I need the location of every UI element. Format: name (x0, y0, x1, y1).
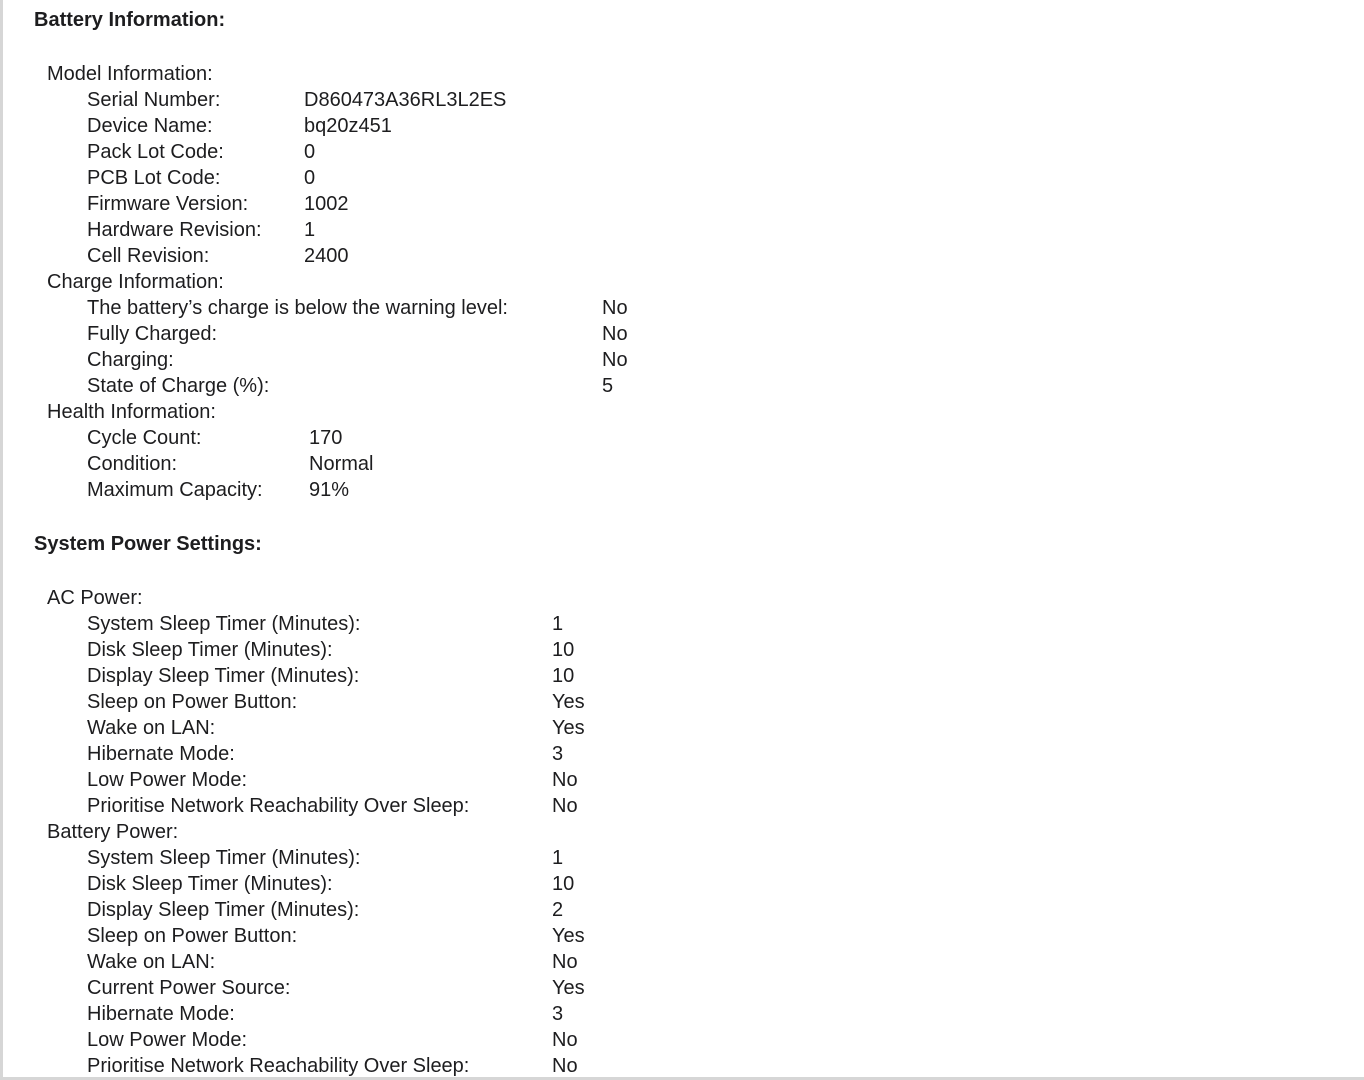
battery-information-heading: Battery Information: (34, 9, 226, 31)
row-cell-revision (87, 243, 1287, 269)
row-value: 2400 (304, 245, 349, 267)
row-ac-wake-on-lan (87, 715, 1287, 741)
row-battery-prioritise-network-reachability (87, 1053, 1287, 1077)
health-information-heading: Health Information: (47, 401, 216, 423)
row-label: Maximum Capacity: (87, 479, 263, 501)
row-ac-prioritise-network-reachability (87, 793, 1287, 819)
row-value: D860473A36RL3L2ES (304, 89, 507, 111)
row-value: Yes (552, 717, 585, 739)
row-ac-disk-sleep-timer (87, 637, 1287, 663)
row-value: No (602, 297, 628, 319)
row-value: Yes (552, 925, 585, 947)
row-value: Yes (552, 977, 585, 999)
model-information-heading: Model Information: (47, 63, 213, 85)
row-label: Fully Charged: (87, 323, 218, 345)
row-value: 10 (552, 639, 575, 661)
row-label: The battery’s charge is below the warning level: (87, 297, 508, 319)
row-fully-charged (87, 321, 1287, 347)
row-value: No (552, 951, 578, 973)
row-label: PCB Lot Code: (87, 167, 221, 189)
row-ac-low-power-mode (87, 767, 1287, 793)
row-value: 10 (552, 873, 575, 895)
row-label: System Sleep Timer (Minutes): (87, 847, 361, 869)
row-value: 2 (552, 899, 564, 921)
row-ac-hibernate-mode (87, 741, 1287, 767)
row-label: Prioritise Network Reachability Over Sleep: (87, 795, 470, 817)
row-value: No (552, 1029, 578, 1051)
row-value: 5 (602, 375, 614, 397)
row-value: No (552, 1055, 578, 1077)
row-value: 0 (304, 141, 316, 163)
row-firmware-version (87, 191, 1287, 217)
row-maximum-capacity (87, 477, 1287, 503)
row-label: Charging: (87, 349, 174, 371)
row-label: Disk Sleep Timer (Minutes): (87, 639, 333, 661)
row-label: Cell Revision: (87, 245, 210, 267)
row-value: 91% (309, 479, 350, 501)
row-label: Hibernate Mode: (87, 743, 235, 765)
row-cycle-count (87, 425, 1287, 451)
row-hardware-revision (87, 217, 1287, 243)
row-charge-below-warning (87, 295, 1287, 321)
row-label: Firmware Version: (87, 193, 249, 215)
row-value: No (602, 323, 628, 345)
row-label: State of Charge (%): (87, 375, 270, 397)
system-power-settings-heading: System Power Settings: (34, 533, 262, 555)
row-battery-wake-on-lan (87, 949, 1287, 975)
row-label: Sleep on Power Button: (87, 925, 298, 947)
row-ac-display-sleep-timer (87, 663, 1287, 689)
row-value: 1 (552, 613, 564, 635)
row-label: Cycle Count: (87, 427, 202, 449)
row-label: Hibernate Mode: (87, 1003, 235, 1025)
row-value: 10 (552, 665, 575, 687)
row-value: Normal (309, 453, 374, 475)
row-serial-number (87, 87, 1287, 113)
row-label: Display Sleep Timer (Minutes): (87, 665, 360, 687)
row-value: 170 (309, 427, 343, 449)
row-pack-lot-code (87, 139, 1287, 165)
row-battery-system-sleep-timer (87, 845, 1287, 871)
row-pcb-lot-code (87, 165, 1287, 191)
row-label: Display Sleep Timer (Minutes): (87, 899, 360, 921)
row-battery-display-sleep-timer (87, 897, 1287, 923)
row-value: No (602, 349, 628, 371)
row-label: Hardware Revision: (87, 219, 262, 241)
row-value: 1 (552, 847, 564, 869)
row-label: Low Power Mode: (87, 1029, 248, 1051)
row-label: Serial Number: (87, 89, 221, 111)
row-label: Prioritise Network Reachability Over Sleep: (87, 1055, 470, 1077)
row-label: Sleep on Power Button: (87, 691, 298, 713)
row-value: 1002 (304, 193, 349, 215)
row-value: Yes (552, 691, 585, 713)
row-battery-hibernate-mode (87, 1001, 1287, 1027)
row-battery-sleep-on-power-button (87, 923, 1287, 949)
row-condition (87, 451, 1287, 477)
row-device-name (87, 113, 1287, 139)
battery-power-heading: Battery Power: (47, 821, 179, 843)
row-label: Wake on LAN: (87, 951, 216, 973)
row-value: 1 (304, 219, 316, 241)
ac-power-heading: AC Power: (47, 587, 143, 609)
row-value: 0 (304, 167, 316, 189)
row-value: No (552, 769, 578, 791)
row-label: System Sleep Timer (Minutes): (87, 613, 361, 635)
row-label: Device Name: (87, 115, 213, 137)
charge-information-heading: Charge Information: (47, 271, 224, 293)
row-ac-sleep-on-power-button (87, 689, 1287, 715)
row-state-of-charge (87, 373, 1287, 399)
row-battery-low-power-mode (87, 1027, 1287, 1053)
row-label: Low Power Mode: (87, 769, 248, 791)
row-charging (87, 347, 1287, 373)
row-ac-system-sleep-timer (87, 611, 1287, 637)
row-value: bq20z451 (304, 115, 392, 137)
row-value: No (552, 795, 578, 817)
row-label: Current Power Source: (87, 977, 291, 999)
row-label: Condition: (87, 453, 178, 475)
row-label: Disk Sleep Timer (Minutes): (87, 873, 333, 895)
row-label: Wake on LAN: (87, 717, 216, 739)
row-label: Pack Lot Code: (87, 141, 224, 163)
row-battery-disk-sleep-timer (87, 871, 1287, 897)
row-battery-current-power-source (87, 975, 1287, 1001)
row-value: 3 (552, 1003, 564, 1025)
row-value: 3 (552, 743, 564, 765)
